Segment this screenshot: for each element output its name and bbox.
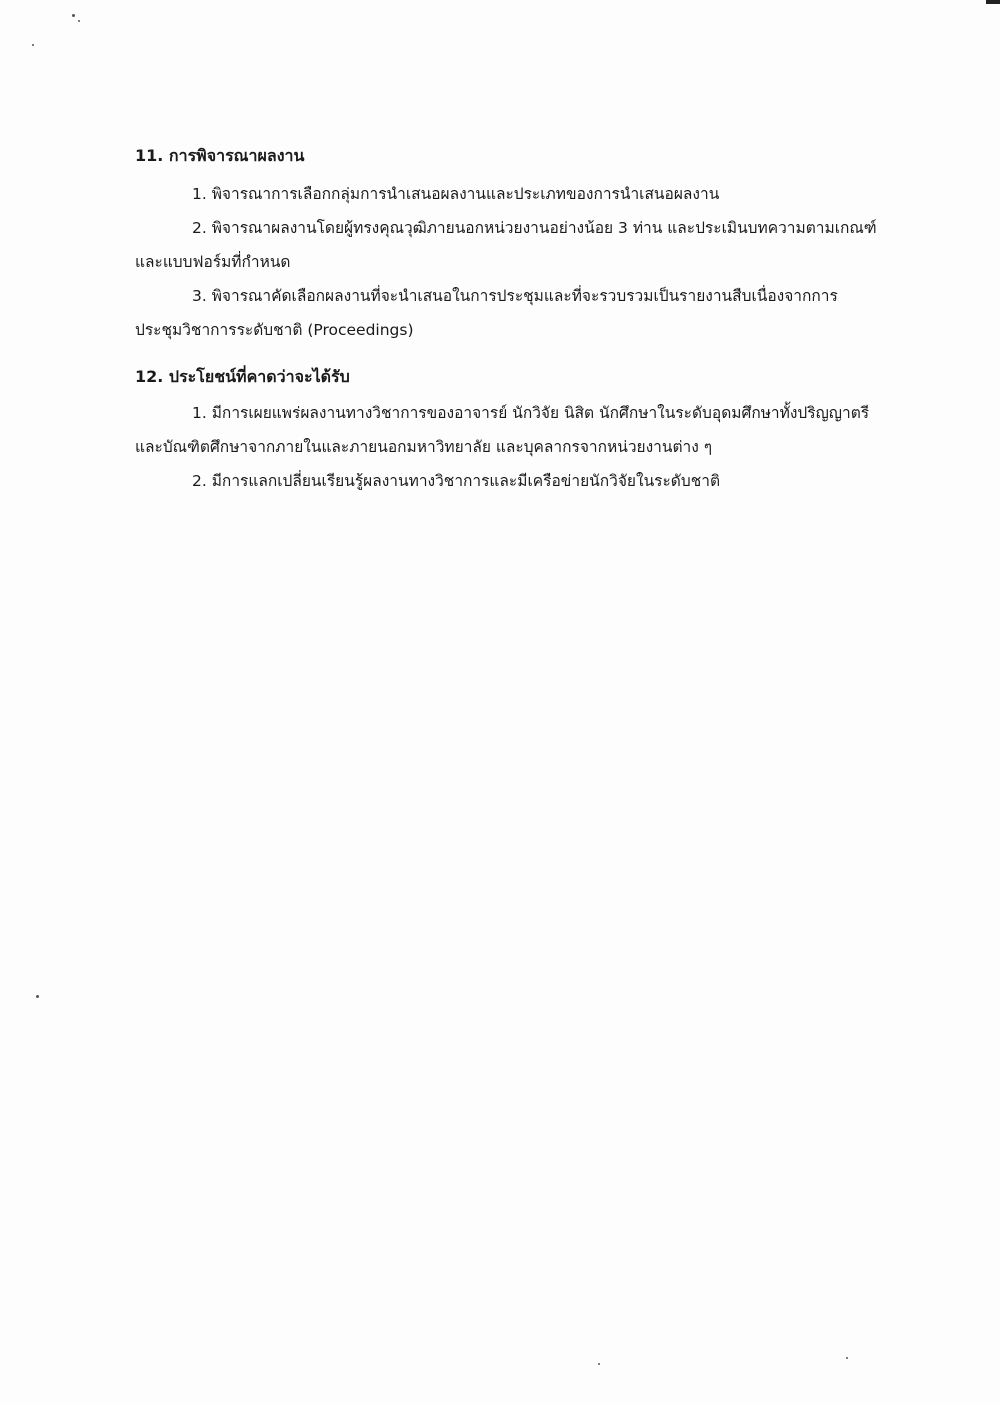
- scan-speck: [36, 995, 39, 998]
- scan-corner-mark: [986, 0, 1000, 4]
- list-item: 3. พิจารณาคัดเลือกผลงานที่จะนำเสนอในการประชุมและที่จะรวบรวมเป็นรายงานสืบเนื่องจากการ: [192, 287, 838, 305]
- section-review-body: [135, 177, 885, 347]
- scan-speck: [78, 20, 80, 22]
- section-expected-benefits: [135, 367, 885, 387]
- list-item: 1. มีการเผยแพร่ผลงานทางวิชาการของอาจารย์ นักวิจัย นิสิต นักศึกษาในระดับอุดมศึกษาทั้งปริญญาตรี: [192, 404, 870, 422]
- scan-speck: [32, 44, 34, 46]
- section-review-process: [135, 146, 885, 166]
- scan-speck: [72, 14, 75, 17]
- list-item-continuation: ประชุมวิชาการระดับชาติ (Proceedings): [135, 321, 414, 339]
- list-item: 2. มีการแลกเปลี่ยนเรียนรู้ผลงานทางวิชาการและมีเครือข่ายนักวิจัยในระดับชาติ: [192, 472, 721, 490]
- list-item: 2. พิจารณาผลงานโดยผู้ทรงคุณวุฒิภายนอกหน่วยงานอย่างน้อย 3 ท่าน และประเมินบทความตามเกณฑ์: [192, 219, 877, 237]
- section-benefits-body: [135, 396, 885, 498]
- list-item-continuation: และบัณฑิตศึกษาจากภายในและภายนอกมหาวิทยาลัย และบุคลากรจากหน่วยงานต่าง ๆ: [135, 438, 713, 456]
- list-item-continuation: และแบบฟอร์มที่กำหนด: [135, 253, 291, 271]
- scan-speck: [846, 1357, 848, 1359]
- section-heading: 12. ประโยชน์ที่คาดว่าจะได้รับ: [135, 367, 350, 386]
- list-item: 1. พิจารณาการเลือกกลุ่มการนำเสนอผลงานและประเภทของการนำเสนอผลงาน: [192, 185, 720, 203]
- scan-speck: [598, 1363, 600, 1365]
- section-heading: 11. การพิจารณาผลงาน: [135, 146, 305, 165]
